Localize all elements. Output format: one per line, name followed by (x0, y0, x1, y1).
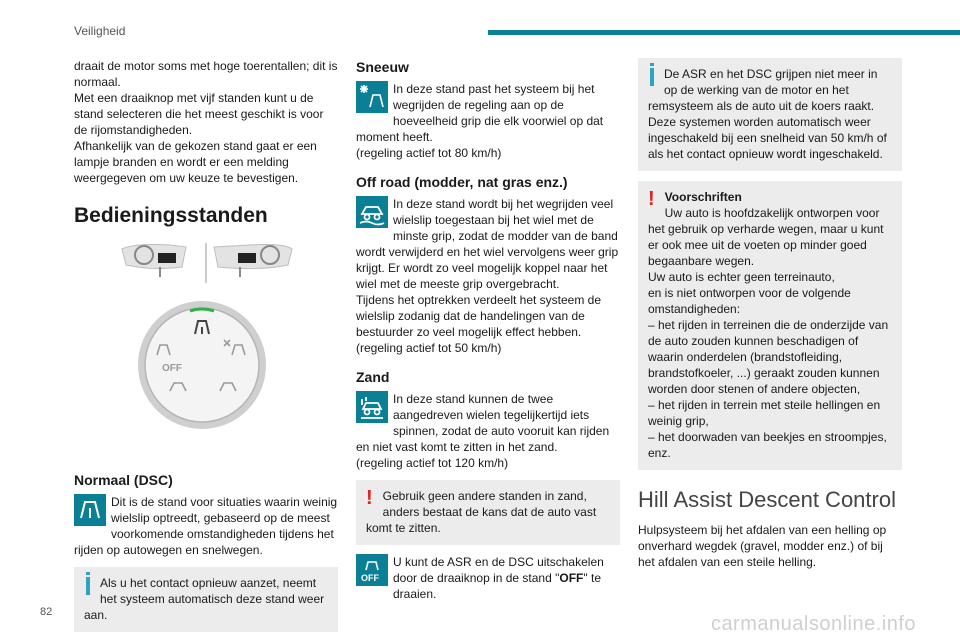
info-box-asr (638, 58, 902, 171)
normal-mode-text: Dit is de stand voor situaties waarin weinig wielslip optreedt, gebaseerd op de meest voorkomende omstandigheden tijdens het rijden op autowegen en snelwegen. (74, 495, 338, 557)
warning-box-text: Gebruik geen andere standen in zand, anders bestaat de kans dat de auto vast komt te zitten. (366, 489, 597, 535)
offroad-mode-text: In deze stand wordt bij het wegrijden veel wielslip toegestaan bij het wiel met de minste grip, zodat de modder van de band wordt verwijderd en het wiel vervolgens weer grip krijgt. Er wordt zo veel mogelijk koppel naar het wiel met de meeste grip overgebracht. (356, 197, 619, 291)
intro-paragraph-3: Afhankelijk van de gekozen stand gaat er een lampje branden en wordt er een melding weergegeven om uw keuze te bevestigen. (74, 139, 317, 185)
sand-mode-block (356, 391, 620, 471)
rules-item-2: – het rijden in terrein met steile hellingen en weinig grip, (648, 398, 881, 428)
sand-mode-title: Zand (356, 369, 390, 385)
info-box-asr-text-2: Deze systemen worden automatisch weer ingeschakeld bij een snelheid van 50 km/h of als het contact opnieuw wordt ingeschakeld. (648, 115, 887, 161)
knob-off-label: OFF (162, 363, 182, 374)
info-icon (86, 577, 90, 595)
intro-paragraph-1: draait de motor soms met hoge toerentallen; dit is normaal. (74, 59, 338, 89)
running-header: Veiligheid (74, 24, 126, 38)
sand-mode-note: (regeling actief tot 120 km/h) (356, 456, 509, 470)
hill-descent-text: Hulpsysteem bij het afdalen van een helling op onverhard wegdek (gravel, modder enz.) of bij het afdalen van een steile helling. (638, 523, 887, 569)
warning-icon: ! (648, 188, 655, 210)
sand-mode-icon (356, 391, 388, 423)
snow-mode-icon (356, 81, 388, 113)
snow-mode-block (356, 81, 620, 161)
rules-text-1: Uw auto is hoofdzakelijk ontworpen voor het gebruik op verharde wegen, maar u kunt er ook mee uit de voeten op minder goed begaanbare wegen. (648, 206, 884, 268)
column-2 (356, 58, 620, 602)
normal-mode-title: Normaal (DSC) (74, 472, 173, 488)
mode-selector-figure (74, 239, 338, 459)
console-illustration (74, 239, 338, 459)
rules-text-3: en is niet ontworpen voor de volgende omstandigheden: (648, 286, 851, 316)
column-3 (638, 58, 902, 570)
section-title: Bedieningsstanden (74, 204, 268, 227)
info-icon (650, 68, 654, 86)
rules-item-3: – het doorwaden van beekjes en stroompjes, enz. (648, 430, 887, 460)
off-text-pre: U kunt de ASR en de DSC uitschakelen door de draaiknop in de stand " (393, 555, 604, 585)
header-accent-bar (488, 30, 960, 35)
off-text-bold: OFF (559, 571, 584, 585)
rules-box (638, 181, 902, 470)
offroad-mode-block (356, 196, 620, 356)
page-number: 82 (40, 606, 53, 618)
off-icon-label: OFF (361, 573, 379, 583)
offroad-mode-icon (356, 196, 388, 228)
rules-item-1: – het rijden in terreinen die de onderzijde van de auto zouden kunnen beschadigen of waarin onderdelen (brandstofleiding, brandstofkoeler, ...) geraakt zouden kunnen worden door stenen of andere objecten, (648, 318, 889, 396)
normal-mode-block (74, 494, 338, 558)
off-mode-block (356, 554, 620, 602)
info-box-text: Als u het contact opnieuw aanzet, neemt het systeem automatisch deze stand weer aan. (84, 576, 325, 622)
info-box-reset (74, 567, 338, 632)
sand-mode-text: In deze stand kunnen de twee aangedreven wielen tegelijkertijd iets spinnen, zodat de auto vooruit kan rijden en niet vast komt te zitten in het zand. (356, 392, 610, 454)
offroad-mode-title: Off road (modder, nat gras enz.) (356, 174, 568, 190)
off-mode-icon (356, 554, 388, 586)
rules-text-2: Uw auto is echter geen terreinauto, (648, 270, 835, 284)
watermark: carmanualsonline.info (710, 613, 916, 635)
off-text-post: " te draaien. (393, 571, 601, 601)
offroad-mode-text-2: Tijdens het optrekken verdeelt het systeem de wielslip zodanig dat de handelingen van de bestuurder zo veel mogelijk effect hebben. (356, 293, 602, 339)
intro-paragraph-2: Met een draaiknop met vijf standen kunt u de stand selecteren die het meest geschikt is voor de rijomstandigheden. (74, 91, 324, 137)
info-box-asr-text: De ASR en het DSC grijpen niet meer in op de werking van de motor en het remsysteem als de auto uit de koers raakt. (648, 67, 878, 113)
snow-mode-text: In deze stand past het systeem bij het wegrijden de regeling aan op de hoeveelheid grip die elk voorwiel op dat moment heeft. (356, 82, 604, 144)
rules-title: Voorschriften (664, 190, 742, 204)
snow-mode-title: Sneeuw (356, 59, 409, 75)
column-1 (74, 58, 338, 641)
offroad-mode-note: (regeling actief tot 50 km/h) (356, 341, 502, 355)
warning-box-sand (356, 480, 620, 545)
warning-icon: ! (366, 487, 373, 509)
hill-descent-title: Hill Assist Descent Control (638, 487, 896, 512)
snow-mode-note: (regeling actief tot 80 km/h) (356, 146, 502, 160)
dsc-mode-icon (74, 494, 106, 526)
off-mode-text (356, 554, 620, 602)
